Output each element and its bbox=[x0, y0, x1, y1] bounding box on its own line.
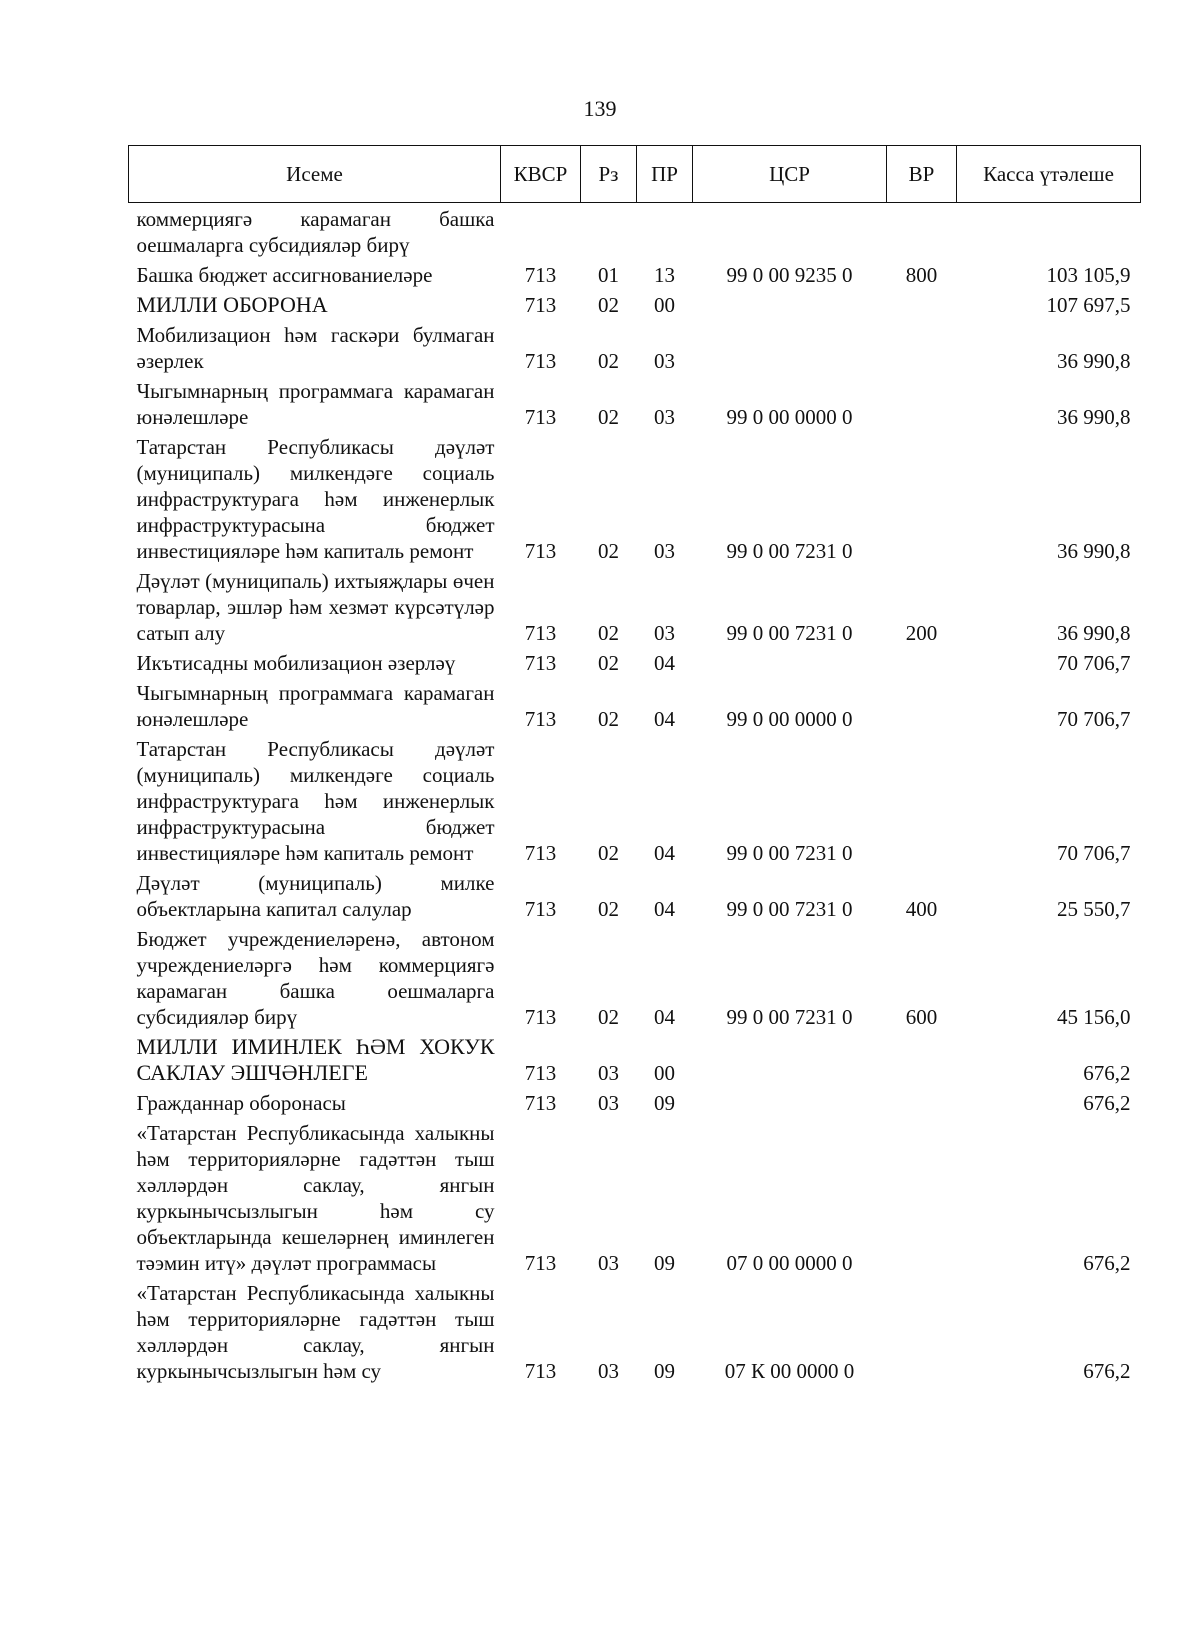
cell-name: Чыгымнарның программага карамаган юнәлешләре bbox=[136, 379, 495, 429]
cell-sum: 70 706,7 bbox=[1057, 651, 1131, 675]
cell-rz: 02 bbox=[598, 539, 619, 563]
cell-vr bbox=[887, 289, 957, 319]
cell-sum: 676,2 bbox=[1083, 1251, 1131, 1275]
cell-rz: 02 bbox=[598, 349, 619, 373]
cell-kvsr: 713 bbox=[524, 263, 557, 287]
cell-pr: 03 bbox=[654, 405, 675, 429]
table-row bbox=[129, 431, 1141, 565]
table-row bbox=[129, 733, 1141, 867]
cell-vr bbox=[887, 375, 957, 431]
cell-sum: 36 990,8 bbox=[1057, 405, 1131, 429]
cell-pr: 09 bbox=[654, 1091, 675, 1115]
cell-csr: 99 0 00 9235 0 bbox=[726, 263, 853, 287]
cell-csr bbox=[693, 203, 887, 260]
cell-vr: 800 bbox=[905, 263, 938, 287]
cell-rz: 03 bbox=[598, 1091, 619, 1115]
cell-sum: 70 706,7 bbox=[1057, 841, 1131, 865]
cell-csr bbox=[693, 1087, 887, 1117]
header-sum: Касса үтәлеше bbox=[957, 146, 1141, 203]
header-kvsr: КВСР bbox=[501, 146, 581, 203]
cell-sum: 676,2 bbox=[1083, 1359, 1131, 1383]
cell-vr bbox=[887, 1087, 957, 1117]
cell-csr: 99 0 00 7231 0 bbox=[726, 841, 853, 865]
cell-name: Чыгымнарның программага карамаган юнәлешләре bbox=[136, 681, 495, 731]
cell-rz: 02 bbox=[598, 651, 619, 675]
cell-csr: 99 0 00 0000 0 bbox=[726, 405, 853, 429]
cell-pr: 03 bbox=[654, 349, 675, 373]
table-row bbox=[129, 319, 1141, 375]
cell-rz: 01 bbox=[598, 263, 619, 287]
cell-rz: 02 bbox=[598, 1005, 619, 1029]
cell-name: Татарстан Республикасы дәүләт (муниципаль) милкендәге социаль инфраструктурага һәм инженерлык инфраструктурасына бюджет инвестицияләре һәм капиталь ремонт bbox=[136, 435, 495, 563]
cell-kvsr: 713 bbox=[524, 621, 557, 645]
cell-pr: 04 bbox=[654, 841, 675, 865]
cell-pr: 04 bbox=[654, 651, 675, 675]
cell-sum: 107 697,5 bbox=[1046, 293, 1131, 317]
cell-kvsr: 713 bbox=[524, 707, 557, 731]
cell-sum: 36 990,8 bbox=[1057, 349, 1131, 373]
table-row bbox=[129, 1277, 1141, 1385]
cell-name: коммерциягә карамаган башка оешмаларга субсидияләр бирү bbox=[136, 207, 495, 257]
cell-name: Башка бюджет ассигнованиеләре bbox=[136, 263, 433, 287]
cell-pr bbox=[637, 203, 693, 260]
cell-pr: 09 bbox=[654, 1251, 675, 1275]
cell-rz: 03 bbox=[598, 1359, 619, 1383]
cell-name: «Татарстан Республикасында халыкны һәм территорияләрне гадәттән тыш хәлләрдән саклау, янгын куркынычсызлыгын һәм су объектларында кешеләрнең иминлеген тәэмин итү» дәүләт программасы bbox=[136, 1121, 495, 1275]
header-rz: Рз bbox=[581, 146, 637, 203]
cell-vr bbox=[887, 1031, 957, 1087]
cell-csr bbox=[693, 647, 887, 677]
budget-table bbox=[128, 145, 1141, 1385]
table-row bbox=[129, 375, 1141, 431]
table-row bbox=[129, 259, 1141, 289]
cell-kvsr: 713 bbox=[524, 1061, 557, 1085]
cell-kvsr: 713 bbox=[524, 1091, 557, 1115]
cell-rz: 02 bbox=[598, 841, 619, 865]
cell-kvsr: 713 bbox=[524, 539, 557, 563]
cell-pr: 00 bbox=[654, 293, 675, 317]
cell-name: Татарстан Республикасы дәүләт (муниципаль) милкендәге социаль инфраструктурага һәм инженерлык инфраструктурасына бюджет инвестицияләре һәм капиталь ремонт bbox=[136, 737, 495, 865]
cell-rz: 02 bbox=[598, 707, 619, 731]
cell-kvsr: 713 bbox=[524, 841, 557, 865]
cell-rz bbox=[581, 203, 637, 260]
cell-sum: 36 990,8 bbox=[1057, 621, 1131, 645]
cell-rz: 03 bbox=[598, 1251, 619, 1275]
cell-vr bbox=[887, 1117, 957, 1277]
header-csr: ЦСР bbox=[693, 146, 887, 203]
table-row bbox=[129, 923, 1141, 1031]
cell-kvsr: 713 bbox=[524, 651, 557, 675]
cell-sum: 45 156,0 bbox=[1057, 1005, 1131, 1029]
cell-rz: 02 bbox=[598, 405, 619, 429]
cell-csr bbox=[693, 1031, 887, 1087]
cell-sum: 103 105,9 bbox=[1046, 263, 1131, 287]
cell-pr: 03 bbox=[654, 621, 675, 645]
table-row bbox=[129, 1031, 1141, 1087]
cell-pr: 03 bbox=[654, 539, 675, 563]
cell-csr: 07 К 00 0000 0 bbox=[724, 1359, 855, 1383]
cell-name: Мобилизацион һәм гаскәри булмаган әзерлек bbox=[136, 323, 495, 373]
cell-rz: 03 bbox=[598, 1061, 619, 1085]
table-body bbox=[129, 203, 1141, 1386]
table-row bbox=[129, 677, 1141, 733]
cell-vr bbox=[887, 319, 957, 375]
header-name: Исеме bbox=[129, 146, 501, 203]
cell-name: Дәүләт (муниципаль) ихтыяҗлары өчен товарлар, эшләр һәм хезмәт күрсәтүләр сатып алу bbox=[136, 569, 495, 645]
table-row bbox=[129, 565, 1141, 647]
cell-kvsr: 713 bbox=[524, 349, 557, 373]
header-pr: ПР bbox=[637, 146, 693, 203]
cell-rz: 02 bbox=[598, 293, 619, 317]
cell-csr: 07 0 00 0000 0 bbox=[726, 1251, 853, 1275]
cell-csr: 99 0 00 7231 0 bbox=[726, 897, 853, 921]
cell-pr: 04 bbox=[654, 1005, 675, 1029]
table-row bbox=[129, 203, 1141, 260]
table-row bbox=[129, 647, 1141, 677]
table-row bbox=[129, 1087, 1141, 1117]
cell-vr bbox=[887, 647, 957, 677]
table-row bbox=[129, 289, 1141, 319]
table-row bbox=[129, 867, 1141, 923]
cell-pr: 00 bbox=[654, 1061, 675, 1085]
cell-vr: 400 bbox=[905, 897, 938, 921]
cell-sum bbox=[957, 203, 1141, 260]
cell-sum: 70 706,7 bbox=[1057, 707, 1131, 731]
cell-name: МИЛЛИ ИМИНЛЕК ҺӘМ ХОКУК САКЛАУ ЭШЧӘНЛЕГЕ bbox=[136, 1034, 495, 1085]
cell-vr: 600 bbox=[905, 1005, 938, 1029]
cell-rz: 02 bbox=[598, 621, 619, 645]
cell-pr: 13 bbox=[654, 263, 675, 287]
cell-csr: 99 0 00 7231 0 bbox=[726, 1005, 853, 1029]
cell-csr bbox=[693, 319, 887, 375]
cell-name: Икътисадны мобилизацион әзерләү bbox=[136, 651, 456, 675]
cell-kvsr bbox=[501, 203, 581, 260]
cell-pr: 09 bbox=[654, 1359, 675, 1383]
cell-rz: 02 bbox=[598, 897, 619, 921]
cell-vr bbox=[887, 677, 957, 733]
cell-sum: 676,2 bbox=[1083, 1091, 1131, 1115]
table-row bbox=[129, 1117, 1141, 1277]
cell-csr: 99 0 00 0000 0 bbox=[726, 707, 853, 731]
cell-kvsr: 713 bbox=[524, 1359, 557, 1383]
cell-name: «Татарстан Республикасында халыкны һәм территорияләрне гадәттән тыш хәлләрдән саклау, янгын куркынычсызлыгын һәм су bbox=[136, 1281, 495, 1383]
cell-name: Гражданнар оборонасы bbox=[136, 1091, 346, 1115]
cell-vr bbox=[887, 1277, 957, 1385]
cell-name: Бюджет учреждениеләренә, автоном учреждениеләргә һәм коммерциягә карамаган башка оешмаларга субсидияләр бирү bbox=[136, 927, 495, 1029]
cell-sum: 36 990,8 bbox=[1057, 539, 1131, 563]
cell-vr bbox=[887, 431, 957, 565]
cell-name: Дәүләт (муниципаль) милке объектларына капитал салулар bbox=[136, 871, 495, 921]
page-number: 139 bbox=[583, 96, 617, 121]
cell-csr: 99 0 00 7231 0 bbox=[726, 539, 853, 563]
cell-kvsr: 713 bbox=[524, 293, 557, 317]
cell-kvsr: 713 bbox=[524, 1251, 557, 1275]
cell-csr bbox=[693, 289, 887, 319]
table-header bbox=[129, 146, 1141, 203]
cell-sum: 25 550,7 bbox=[1057, 897, 1131, 921]
cell-csr: 99 0 00 7231 0 bbox=[726, 621, 853, 645]
header-vr: ВР bbox=[887, 146, 957, 203]
cell-sum: 676,2 bbox=[1083, 1061, 1131, 1085]
cell-pr: 04 bbox=[654, 707, 675, 731]
cell-name: МИЛЛИ ОБОРОНА bbox=[136, 292, 328, 317]
cell-pr: 04 bbox=[654, 897, 675, 921]
cell-vr: 200 bbox=[905, 621, 938, 645]
cell-vr bbox=[887, 203, 957, 260]
cell-kvsr: 713 bbox=[524, 897, 557, 921]
cell-vr bbox=[887, 733, 957, 867]
cell-kvsr: 713 bbox=[524, 405, 557, 429]
cell-kvsr: 713 bbox=[524, 1005, 557, 1029]
